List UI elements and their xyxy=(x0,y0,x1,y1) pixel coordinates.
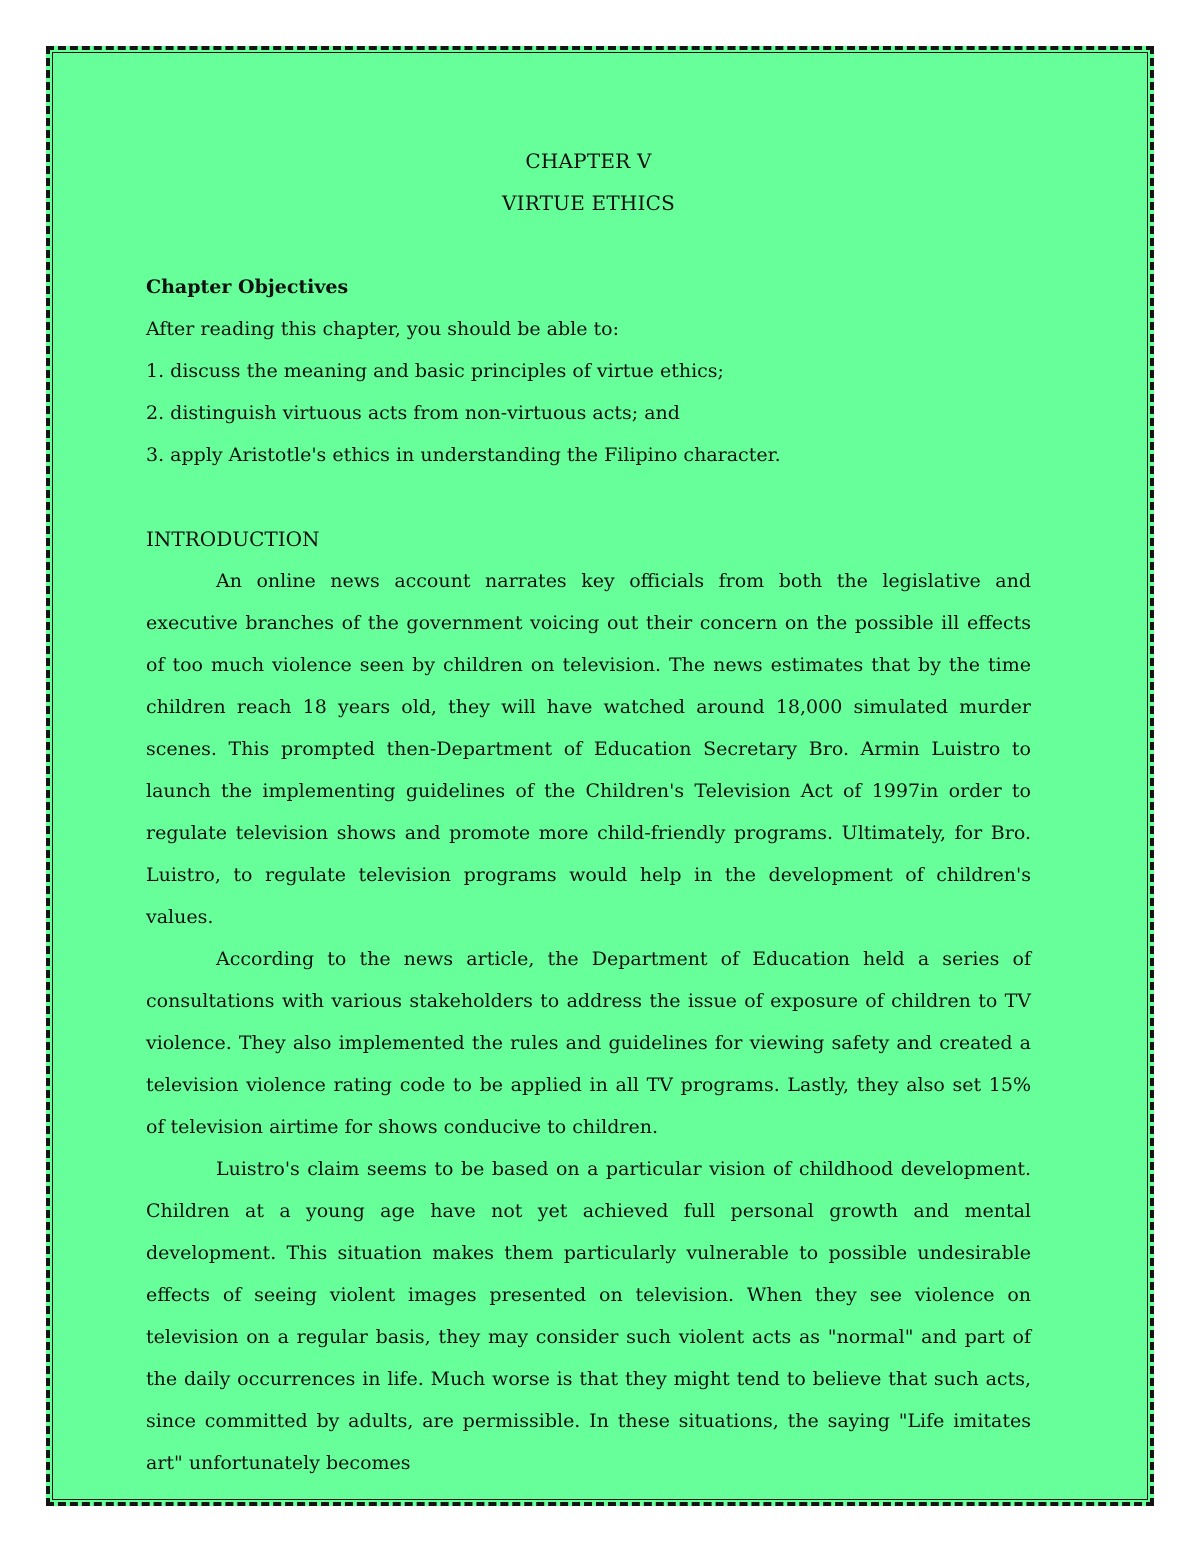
introduction-paragraph: An online news account narrates key officials from both the legislative and executive branches of the government voicing out their concern on the possible ill effects of too much violence seen by children on television. The news estimates that by the time children reach 18 years old, they will have watched around 18,000 simulated murder scenes. This prompted then-Department of Education Secretary Bro. Armin Luistro to launch the implementing guidelines of the Children's Television Act of 1997in order to regulate television shows and promote more child-friendly programs. Ultimately, for Bro. Luistro, to regulate television programs would help in the development of children's values. xyxy=(146,570,1031,928)
introduction-title: INTRODUCTION xyxy=(146,527,320,551)
page-frame xyxy=(46,46,1154,1506)
chapter-title: VIRTUE ETHICS xyxy=(501,191,676,215)
document-body xyxy=(146,140,1031,1484)
introduction-paragraph: According to the news article, the Department of Education held a series of consultations with various stakeholders to address the issue of exposure of children to TV violence. They also implemented the rules and guidelines for viewing safety and created a television violence rating code to be applied in all TV programs. Lastly, they also set 15% of television airtime for shows conducive to children. xyxy=(146,948,1031,1138)
objectives-lead: After reading this chapter, you should be able to: xyxy=(146,318,619,340)
objective-item: 1. discuss the meaning and basic principles of virtue ethics; xyxy=(146,360,724,382)
objectives-title: Chapter Objectives xyxy=(146,276,349,298)
objective-item: 3. apply Aristotle's ethics in understanding the Filipino character. xyxy=(146,444,781,466)
introduction-paragraph: Luistro's claim seems to be based on a particular vision of childhood development. Children at a young age have not yet achieved full personal growth and mental development. This situation makes them particularly vulnerable to possible undesirable effects of seeing violent images presented on television. When they see violence on television on a regular basis, they may consider such violent acts as "normal" and part of the daily occurrences in life. Much worse is that they might tend to believe that such acts, since committed by adults, are permissible. In these situations, the saying "Life imitates art" unfortunately becomes xyxy=(146,1158,1031,1474)
chapter-number: CHAPTER V xyxy=(525,149,652,173)
objective-item: 2. distinguish virtuous acts from non-virtuous acts; and xyxy=(146,402,680,424)
